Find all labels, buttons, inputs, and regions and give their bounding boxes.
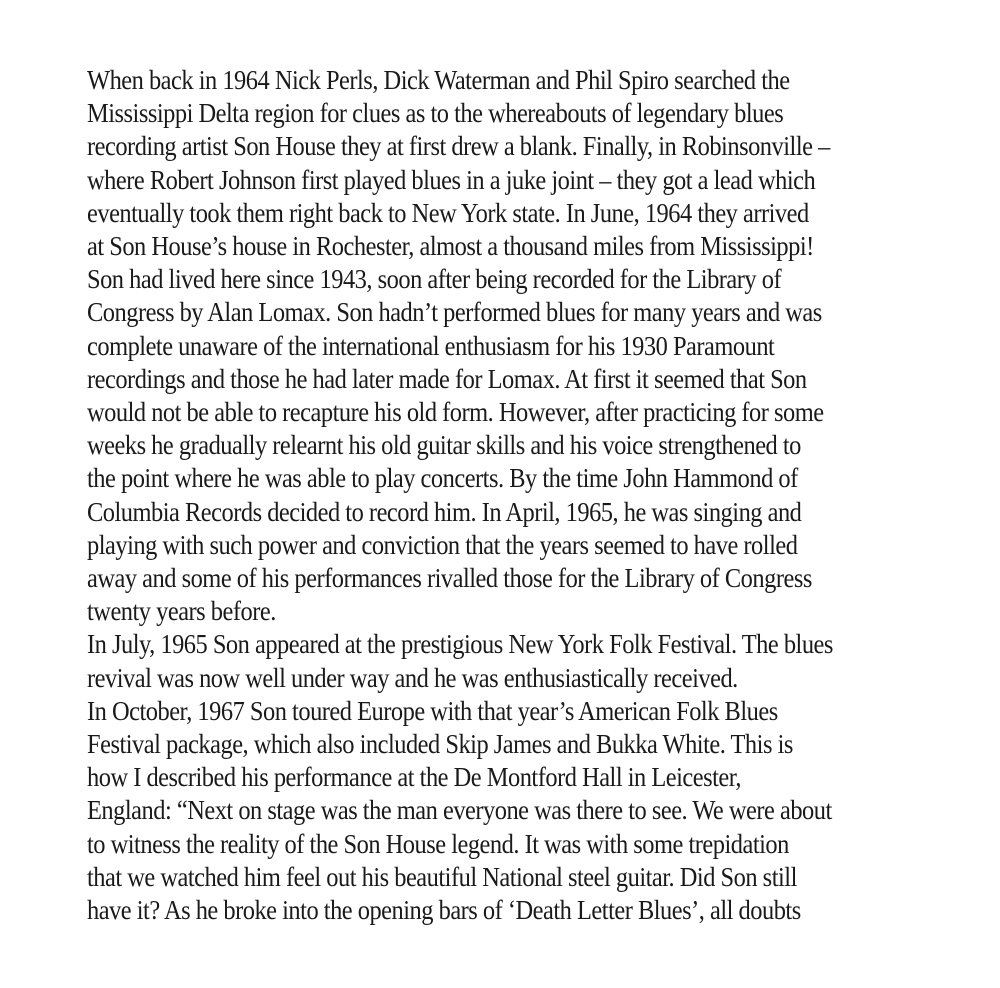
- text-line: In October, 1967 Son toured Europe with that year’s American Folk Blues: [87, 695, 778, 726]
- text-line: where Robert Johnson first played blues in a juke joint – they got a lead which: [87, 164, 816, 195]
- text-line: playing with such power and conviction that the years seemed to have rolled: [87, 529, 798, 560]
- text-line: that we watched him feel out his beautiful National steel guitar. Did Son still: [87, 861, 797, 892]
- text-line: twenty years before.: [87, 596, 276, 627]
- text-line: complete unaware of the international enthusiasm for his 1930 Paramount: [87, 330, 775, 361]
- text-line: would not be able to recapture his old form. However, after practicing for some: [87, 397, 824, 428]
- text-line: away and some of his performances rivalled those for the Library of Congress: [87, 563, 812, 594]
- text-line: to witness the reality of the Son House legend. It was with some trepidation: [87, 828, 789, 859]
- text-line: In July, 1965 Son appeared at the prestigious New York Folk Festival. The blues: [87, 629, 833, 660]
- text-line: the point where he was able to play concerts. By the time John Hammond of: [87, 463, 798, 494]
- text-line: how I described his performance at the De Montford Hall in Leicester,: [87, 762, 742, 793]
- text-line: Columbia Records decided to record him. In April, 1965, he was singing and: [87, 496, 802, 527]
- text-line: When back in 1964 Nick Perls, Dick Waterman and Phil Spiro searched the: [87, 65, 790, 95]
- body-text: [87, 64, 883, 927]
- text-line: recording artist Son House they at first drew a blank. Finally, in Robinsonville –: [87, 131, 830, 162]
- text-line: have it? As he broke into the opening bars of ‘Death Letter Blues’, all doubts: [87, 895, 801, 926]
- text-line: eventually took them right back to New York state. In June, 1964 they arrived: [87, 197, 809, 228]
- text-line: England: “Next on stage was the man everyone was there to see. We were about: [87, 795, 832, 826]
- text-line: Congress by Alan Lomax. Son hadn’t performed blues for many years and was: [87, 297, 822, 328]
- text-line: weeks he gradually relearnt his old guitar skills and his voice strengthened to: [87, 430, 801, 461]
- text-line: revival was now well under way and he was enthusiastically received.: [87, 662, 738, 693]
- text-line: recordings and those he had later made for Lomax. At first it seemed that Son: [87, 363, 807, 394]
- text-line: at Son House’s house in Rochester, almost a thousand miles from Mississippi!: [87, 231, 814, 262]
- text-line: Son had lived here since 1943, soon after being recorded for the Library of: [87, 264, 782, 295]
- text-line: Festival package, which also included Skip James and Bukka White. This is: [87, 729, 793, 760]
- text-line: Mississippi Delta region for clues as to the whereabouts of legendary blues: [87, 98, 784, 129]
